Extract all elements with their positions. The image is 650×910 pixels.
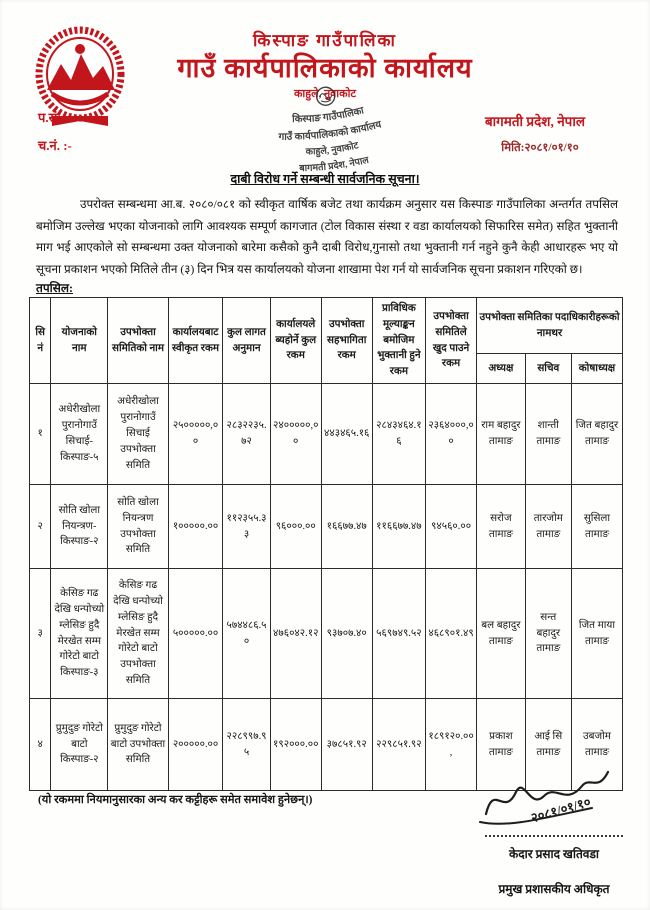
cell-chairman: बल बहादुर तामाङ <box>477 569 526 699</box>
cell-net: ९४५६०.०० <box>426 485 477 569</box>
plans-table-wrapper <box>29 297 623 791</box>
cell-committee: सोति खोला नियन्त्रण उपभोक्ता समिति <box>108 485 168 569</box>
cell-secretary: आई सि तामाङ <box>525 699 571 791</box>
notice-body: उपरोक्त सम्बन्धमा आ.ब. २०८०/०८१ को स्वीकृत वार्षिक बजेट तथा कार्यक्रम अनुसार यस किस्पाङ गाउँपालिका अन्तर्गत तपसिल बमोजिम उल्लेख भएका योजनाको लागि आवश्यक सम्पूर्ण कागजात (टोल विकास संस्था र वडा कार्यालयको सिफारिस समेत) सहित भुक्तानी माग भई आएकोले सो सम्बन्धमा उक्त योजनाको बारेमा कसैको कुनै दाबी विरोध,गुनासो तथा भुक्तानी गर्न नहुने कुनै केही आधारहरू भए यो सूचना प्रकाशन भएको मितिले तीन (३) दिन भित्र यस कार्यालयको योजना शाखामा पेश गर्न यो सार्वजनिक सूचना प्रकाशन गरिएको छ। <box>36 197 618 276</box>
cell-net: ४६८९०१.४९ <box>426 569 477 699</box>
cell-treasurer: जित माया तामाङ <box>571 569 622 699</box>
signatory-name: केदार प्रसाद खतिवडा <box>509 847 599 861</box>
cell-office-share: ९६०००.०० <box>270 485 321 569</box>
cell-secretary: शान्ती तामाङ <box>525 384 571 485</box>
cell-approved: २५०००००,०० <box>168 384 223 485</box>
cell-participation: ४४३४६५.१६ <box>321 384 372 485</box>
notice-title: दाबी विरोध गर्ने सम्बन्धी सार्वजनिक सूचना। <box>230 172 420 186</box>
cell-estimate: २८३२२३५.७२ <box>223 384 270 485</box>
office-address: काहुले, नुवाकोट <box>293 88 356 100</box>
col-header-secretary: सचिव <box>525 354 571 384</box>
col-header-technical: प्राविधिक मूल्याङ्कन बमोजिम भुक्तानी हुने रकम <box>372 298 425 384</box>
col-header-officials-group: उपभोक्ता समितिका पदाधिकारीहरूको नामथर <box>477 298 623 354</box>
cell-secretary: तारजोम तामाङ <box>525 485 571 569</box>
col-header-office-share: कार्यालयले ब्यहोर्ने कुल रकम <box>270 298 321 384</box>
col-header-net: उपभोक्ता समितिले खुद पाउने रकम <box>426 298 477 384</box>
cell-approved: ५०००००.०० <box>168 569 223 699</box>
office-name: गाउँ कार्यपालिकाको कार्यालय <box>177 53 473 83</box>
col-header-treasurer: कोषाध्यक्ष <box>571 354 622 384</box>
cell-technical: २८४३४६४.१६ <box>372 384 425 485</box>
signature-dotted-line <box>485 834 623 837</box>
col-header-plan: योजनाको नाम <box>51 298 108 384</box>
table-row <box>30 569 623 699</box>
cell-estimate: ११२३५५.३३ <box>223 485 270 569</box>
col-header-estimate: कुल लागत अनुमान <box>223 298 270 384</box>
tax-deduction-note: (यो रकममा नियमानुसारका अन्य कर कट्टीहरू समेत समावेश हुनेछन्।) <box>38 794 313 806</box>
cell-treasurer: उबजोम तामाङ <box>571 699 622 791</box>
cell-sn: ३ <box>30 569 51 699</box>
signature-date: २०८१/०१/१० <box>529 794 593 826</box>
stamp-line-3: काहुले, नुवाकोट <box>305 141 360 158</box>
cell-approved: २०००००.०० <box>168 699 223 791</box>
cell-technical: २२९८५१.९२ <box>372 699 425 791</box>
cell-plan: सोति खोला नियन्त्रण- किस्पाङ-२ <box>51 485 108 569</box>
cell-committee: अधेरीखोला पुरानोगाउँ सिचाई उपभोक्ता समिति <box>108 384 168 485</box>
cell-plan: अधेरीखोला पुरानोगाउँ सिचाई- किस्पाङ-५ <box>51 384 108 485</box>
cell-chairman: राम बहादुर तामाङ <box>477 384 526 485</box>
col-header-committee: उपभोक्ता समितिको नाम <box>108 298 168 384</box>
cell-secretary: सन्त बहादुर तामाङ <box>525 569 571 699</box>
cell-sn: ४ <box>30 699 51 791</box>
cell-plan: केसिङ गढ देखि धन्पोच्यो म्लेसिङ हुदै मेरखेत सम्म गोरेटो बाटो किस्पाङ-३ <box>51 569 108 699</box>
cell-office-share: २४०००००,०० <box>270 384 321 485</box>
cell-net: २३६४०००,०० <box>426 384 477 485</box>
cell-plan: प्रुमुदुङ गोरेटो बाटो किस्पाङ-२ <box>51 699 108 791</box>
signatory-role: प्रमुख प्रशासकीय अधिकृत <box>498 882 610 896</box>
ref-number-label: प.सं :- <box>38 110 70 125</box>
cell-technical: ११६६७७.४७ <box>372 485 425 569</box>
col-header-participation: उपभोक्ता सहभागिता रकम <box>321 298 372 384</box>
table-row <box>30 384 623 485</box>
province-line: बागमती प्रदेश, नेपाल <box>484 114 586 129</box>
stamp-line-4: बागमती प्रदेश, नेपाल <box>299 155 370 175</box>
cell-net: १८९१२०.००, <box>426 699 477 791</box>
svg-text:किस्पाङ गाउँपालिका <box>290 103 366 128</box>
col-header-sn: सि नं <box>30 298 51 384</box>
cell-approved: १०००००.०० <box>168 485 223 569</box>
cell-participation: ९३७०७.४० <box>321 569 372 699</box>
cell-office-share: १९२०००.०० <box>270 699 321 791</box>
municipality-name: किस्पाङ गाउँपालिका <box>253 31 397 50</box>
cell-sn: २ <box>30 485 51 569</box>
plans-table <box>29 297 623 791</box>
cell-chairman: सरोज तामाङ <box>477 485 526 569</box>
cell-committee: केसिङ गढ देखि धन्पोच्यो म्लेसिङ हुदै मेरखेत सम्म गोरेटो बाटो उपभोक्ता समिति <box>108 569 168 699</box>
cell-estimate: २२८९९७.९५ <box>223 699 270 791</box>
cell-participation: १६६७७.४७ <box>321 485 372 569</box>
stamp-line-1: किस्पाङ गाउँपालिका <box>292 105 366 125</box>
signature-block <box>468 762 640 897</box>
details-label: तपसिल: <box>36 281 74 295</box>
svg-text:काहुले, नुवाकोट <box>303 139 361 160</box>
cell-participation: ३७८५१.९२ <box>321 699 372 791</box>
col-header-chairman: अध्यक्ष <box>477 354 526 384</box>
cell-technical: ५६९७४९.५२ <box>372 569 425 699</box>
cell-treasurer: जित बहादुर तामाङ <box>571 384 622 485</box>
cell-committee: प्रुमुदुङ गोरेटो बाटो उपभोक्ता समिति <box>108 699 168 791</box>
table-row <box>30 485 623 569</box>
dispatch-number-label: च.नं. :- <box>38 138 72 153</box>
col-header-approved: कार्यालयबाट स्वीकृत रकम <box>168 298 223 384</box>
cell-treasurer: सुसिला तामाङ <box>571 485 622 569</box>
cell-chairman: प्रकाश तामाङ <box>477 699 526 791</box>
date-line: मिति:२०८१/०१/१० <box>501 142 579 154</box>
cell-sn: १ <box>30 384 51 485</box>
stamp-line-2: गाउँ कार्यपालिकाको कार्यालय <box>278 119 383 143</box>
cell-office-share: ४७६०४२.१२ <box>270 569 321 699</box>
signature-icon <box>474 762 634 840</box>
cell-estimate: ५७४४८६.५० <box>223 569 270 699</box>
